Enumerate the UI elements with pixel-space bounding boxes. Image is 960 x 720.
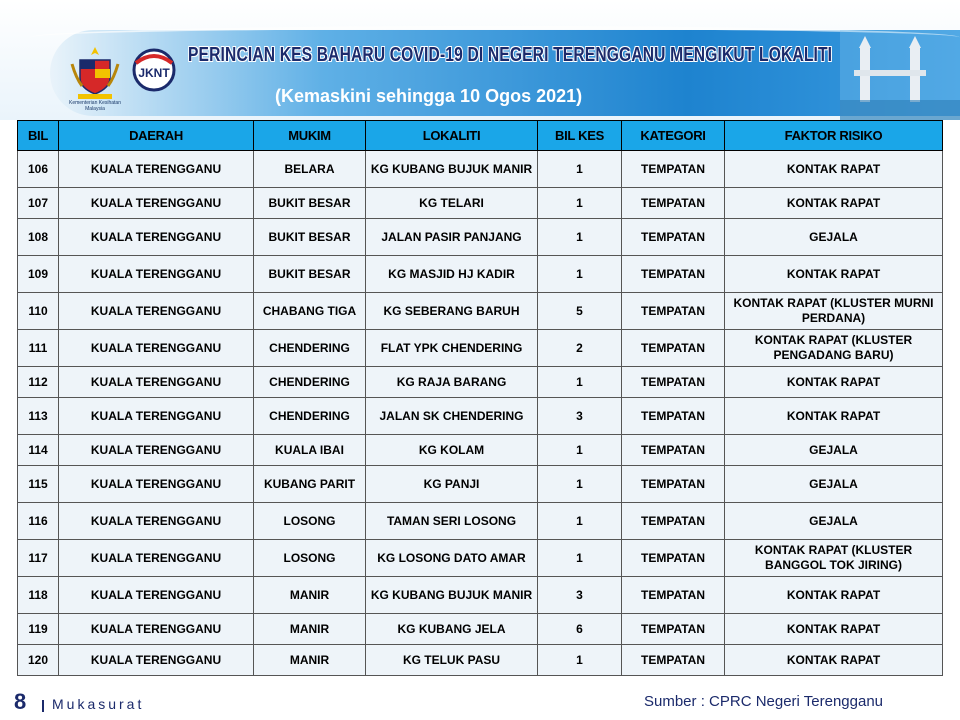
cell-mukim: CHENDERING [254, 367, 366, 398]
cell-daerah: KUALA TERENGGANU [59, 330, 254, 367]
cell-bil: 115 [18, 466, 59, 503]
table-row [18, 398, 943, 435]
kkm-crest-logo [66, 44, 124, 102]
cell-bil-kes: 1 [538, 540, 622, 577]
col-header-faktor-risiko: FAKTOR RISIKO [725, 121, 943, 151]
cell-bil-kes: 3 [538, 577, 622, 614]
cell-lokaliti: KG KUBANG JELA [366, 614, 538, 645]
cell-daerah: KUALA TERENGGANU [59, 367, 254, 398]
cell-lokaliti: KG TELUK PASU [366, 645, 538, 676]
cell-faktor-risiko: GEJALA [725, 435, 943, 466]
cell-bil-kes: 1 [538, 466, 622, 503]
cell-daerah: KUALA TERENGGANU [59, 256, 254, 293]
table-row [18, 367, 943, 398]
cell-daerah: KUALA TERENGGANU [59, 540, 254, 577]
cell-mukim: BELARA [254, 151, 366, 188]
cell-bil-kes: 5 [538, 293, 622, 330]
table-row [18, 151, 943, 188]
cell-bil-kes: 1 [538, 645, 622, 676]
cell-faktor-risiko: KONTAK RAPAT [725, 151, 943, 188]
cell-faktor-risiko: KONTAK RAPAT [725, 645, 943, 676]
table-row [18, 219, 943, 256]
table-row [18, 293, 943, 330]
cell-mukim: BUKIT BESAR [254, 256, 366, 293]
page-subtitle: (Kemaskini sehingga 10 Ogos 2021) [275, 86, 583, 106]
cell-bil-kes: 2 [538, 330, 622, 367]
table-row [18, 614, 943, 645]
cell-mukim: BUKIT BESAR [254, 219, 366, 256]
cell-mukim: KUALA IBAI [254, 435, 366, 466]
cell-kategori: TEMPATAN [622, 398, 725, 435]
cell-bil: 112 [18, 367, 59, 398]
cell-bil: 117 [18, 540, 59, 577]
cell-lokaliti: FLAT YPK CHENDERING [366, 330, 538, 367]
table-row [18, 256, 943, 293]
cell-kategori: TEMPATAN [622, 503, 725, 540]
cell-mukim: BUKIT BESAR [254, 188, 366, 219]
cell-daerah: KUALA TERENGGANU [59, 466, 254, 503]
col-header-bil: BIL [18, 121, 59, 151]
cell-faktor-risiko: GEJALA [725, 466, 943, 503]
cell-kategori: TEMPATAN [622, 151, 725, 188]
bridge-image [840, 30, 960, 120]
col-header-daerah: DAERAH [59, 121, 254, 151]
cell-mukim: LOSONG [254, 503, 366, 540]
cell-daerah: KUALA TERENGGANU [59, 645, 254, 676]
cell-faktor-risiko: KONTAK RAPAT [725, 188, 943, 219]
cell-bil: 113 [18, 398, 59, 435]
table-row [18, 435, 943, 466]
cell-mukim: MANIR [254, 577, 366, 614]
cell-lokaliti: TAMAN SERI LOSONG [366, 503, 538, 540]
cell-daerah: KUALA TERENGGANU [59, 188, 254, 219]
cell-lokaliti: KG KUBANG BUJUK MANIR [366, 151, 538, 188]
cell-lokaliti: KG SEBERANG BARUH [366, 293, 538, 330]
cell-faktor-risiko: KONTAK RAPAT [725, 614, 943, 645]
table-row [18, 330, 943, 367]
cell-lokaliti: KG KUBANG BUJUK MANIR [366, 577, 538, 614]
cell-lokaliti: KG RAJA BARANG [366, 367, 538, 398]
cell-faktor-risiko: KONTAK RAPAT (KLUSTER PENGADANG BARU) [725, 330, 943, 367]
cell-mukim: KUBANG PARIT [254, 466, 366, 503]
cell-kategori: TEMPATAN [622, 188, 725, 219]
col-header-kategori: KATEGORI [622, 121, 725, 151]
slide-header [0, 0, 960, 120]
table-row [18, 466, 943, 503]
cell-daerah: KUALA TERENGGANU [59, 577, 254, 614]
cell-kategori: TEMPATAN [622, 466, 725, 503]
table-row [18, 645, 943, 676]
cell-daerah: KUALA TERENGGANU [59, 293, 254, 330]
cell-kategori: TEMPATAN [622, 330, 725, 367]
cell-bil: 109 [18, 256, 59, 293]
cell-daerah: KUALA TERENGGANU [59, 151, 254, 188]
cell-kategori: TEMPATAN [622, 256, 725, 293]
cell-kategori: TEMPATAN [622, 577, 725, 614]
table-row [18, 503, 943, 540]
page-title: PERINCIAN KES BAHARU COVID-19 DI NEGERI TERENGGANU MENGIKUT LOKALITI [188, 44, 833, 66]
col-header-mukim: MUKIM [254, 121, 366, 151]
page-separator [42, 700, 44, 712]
table-row [18, 188, 943, 219]
cell-lokaliti: KG MASJID HJ KADIR [366, 256, 538, 293]
cell-bil-kes: 1 [538, 435, 622, 466]
cases-table [17, 120, 943, 676]
cell-kategori: TEMPATAN [622, 435, 725, 466]
cell-daerah: KUALA TERENGGANU [59, 614, 254, 645]
cell-faktor-risiko: KONTAK RAPAT (KLUSTER BANGGOL TOK JIRING) [725, 540, 943, 577]
cell-kategori: TEMPATAN [622, 367, 725, 398]
cell-bil: 108 [18, 219, 59, 256]
cell-daerah: KUALA TERENGGANU [59, 503, 254, 540]
cell-bil: 118 [18, 577, 59, 614]
cell-bil: 114 [18, 435, 59, 466]
cell-kategori: TEMPATAN [622, 219, 725, 256]
cell-bil: 107 [18, 188, 59, 219]
page-label: Mukasurat [52, 696, 145, 712]
cell-faktor-risiko: KONTAK RAPAT (KLUSTER MURNI PERDANA) [725, 293, 943, 330]
cell-bil-kes: 1 [538, 151, 622, 188]
cell-mukim: CHABANG TIGA [254, 293, 366, 330]
cell-lokaliti: KG KOLAM [366, 435, 538, 466]
cell-faktor-risiko: KONTAK RAPAT [725, 256, 943, 293]
cell-kategori: TEMPATAN [622, 614, 725, 645]
cell-bil: 119 [18, 614, 59, 645]
col-header-lokaliti: LOKALITI [366, 121, 538, 151]
cell-mukim: CHENDERING [254, 398, 366, 435]
cell-bil-kes: 1 [538, 188, 622, 219]
cell-bil-kes: 1 [538, 367, 622, 398]
cell-bil-kes: 6 [538, 614, 622, 645]
source-note: Sumber : CPRC Negeri Terengganu [644, 693, 884, 710]
cell-lokaliti: JALAN PASIR PANJANG [366, 219, 538, 256]
cell-faktor-risiko: GEJALA [725, 219, 943, 256]
cell-bil: 110 [18, 293, 59, 330]
col-header-bil-kes: BIL KES [538, 121, 622, 151]
cell-mukim: MANIR [254, 645, 366, 676]
jknt-logo [128, 47, 180, 93]
jknt-logo-text: JKNT [138, 66, 170, 80]
cell-bil-kes: 1 [538, 503, 622, 540]
cell-mukim: CHENDERING [254, 330, 366, 367]
cell-bil: 120 [18, 645, 59, 676]
cell-bil-kes: 3 [538, 398, 622, 435]
cell-bil-kes: 1 [538, 219, 622, 256]
table-row [18, 577, 943, 614]
cell-faktor-risiko: KONTAK RAPAT [725, 398, 943, 435]
cell-mukim: MANIR [254, 614, 366, 645]
cell-faktor-risiko: GEJALA [725, 503, 943, 540]
cell-bil: 106 [18, 151, 59, 188]
cell-kategori: TEMPATAN [622, 645, 725, 676]
cell-faktor-risiko: KONTAK RAPAT [725, 367, 943, 398]
cell-bil-kes: 1 [538, 256, 622, 293]
cell-kategori: TEMPATAN [622, 540, 725, 577]
cell-lokaliti: KG TELARI [366, 188, 538, 219]
cell-lokaliti: KG LOSONG DATO AMAR [366, 540, 538, 577]
cell-bil: 111 [18, 330, 59, 367]
cell-lokaliti: JALAN SK CHENDERING [366, 398, 538, 435]
kkm-logo-text: Kementerian Kesihatan Malaysia [69, 100, 121, 112]
cell-kategori: TEMPATAN [622, 293, 725, 330]
cell-faktor-risiko: KONTAK RAPAT [725, 577, 943, 614]
table-header-row [18, 121, 943, 151]
page-number: 8 [14, 689, 27, 714]
table-row [18, 540, 943, 577]
cell-mukim: LOSONG [254, 540, 366, 577]
cell-daerah: KUALA TERENGGANU [59, 435, 254, 466]
cell-bil: 116 [18, 503, 59, 540]
cell-lokaliti: KG PANJI [366, 466, 538, 503]
cell-daerah: KUALA TERENGGANU [59, 219, 254, 256]
cell-daerah: KUALA TERENGGANU [59, 398, 254, 435]
